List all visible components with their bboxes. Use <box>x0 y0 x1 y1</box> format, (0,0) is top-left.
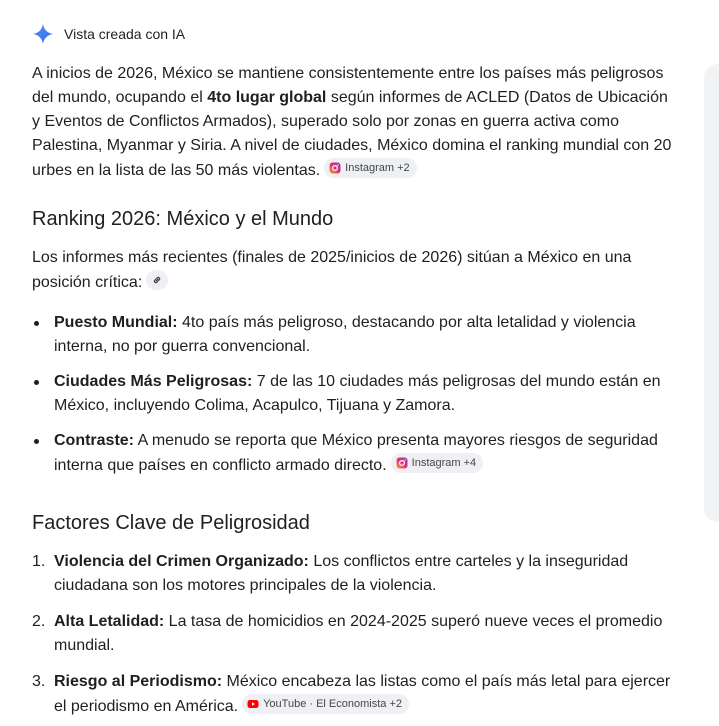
ranking-paragraph: Los informes más recientes (finales de 2025/inicios de 2026) sitúan a México en una posición crítica: <box>32 249 632 291</box>
gemini-spark-icon <box>32 23 54 45</box>
intro-paragraph: A inicios de 2026, México se mantiene consistentemente entre los países más peligrosos del mundo, ocupando el 4to lugar global según informes de ACLED (Datos de Ubicación y Eventos de Conflictos Armados), superado solo por zonas en guerra activa como Palestina, Myanmar y Siria. A nivel de ciudades, México domina el ranking mundial con 20 urbes en la lista de las 50 más violentas. Instagram +2 <box>32 65 672 179</box>
link-icon <box>151 274 163 286</box>
section-heading-ranking: Ranking 2026: México y el Mundo <box>32 208 334 230</box>
list-item: 3. Riesgo al Periodismo: México encabeza las listas como el país más letal para ejercer el periodismo en América. YouTube · El Economista +2 <box>32 673 671 715</box>
source-chip-youtube[interactable]: YouTube · El Economista +2 <box>242 694 409 714</box>
section-heading-factores: Factores Clave de Peligrosidad <box>32 512 310 534</box>
ai-overview-header <box>32 23 185 45</box>
ai-overview-label: Vista creada con IA <box>64 26 186 42</box>
source-chip-instagram[interactable]: Instagram +4 <box>391 453 484 473</box>
instagram-icon <box>396 457 408 469</box>
source-link-chip[interactable] <box>146 270 168 290</box>
list-item: Puesto Mundial: 4to país más peligroso, destacando por alta letalidad y violencia interna, no por guerra convencional. <box>32 311 672 359</box>
list-item: 1. Violencia del Crimen Organizado: Los conflictos entre carteles y la inseguridad ciudadana son los motores principales de la violencia. <box>32 553 629 594</box>
source-chip-instagram[interactable]: Instagram +2 <box>324 158 417 178</box>
list-item: Contraste: A menudo se reporta que México presenta mayores riesgos de seguridad interna que países en conflicto armado directo. Instagram +4 <box>32 429 672 478</box>
list-item: Ciudades Más Peligrosas: 7 de las 10 ciudades más peligrosas del mundo están en México, incluyendo Colima, Acapulco, Tijuana y Zamora. <box>32 370 672 418</box>
ranking-list <box>32 311 672 478</box>
side-panel-edge <box>704 64 719 522</box>
youtube-icon <box>247 698 259 710</box>
highlight-rank: 4to lugar global <box>207 89 327 106</box>
ai-overview-content <box>32 62 672 719</box>
factores-list <box>32 550 672 719</box>
instagram-icon <box>329 162 341 174</box>
list-item: 2. Alta Letalidad: La tasa de homicidios en 2024-2025 superó nueve veces el promedio mundial. <box>32 613 663 654</box>
